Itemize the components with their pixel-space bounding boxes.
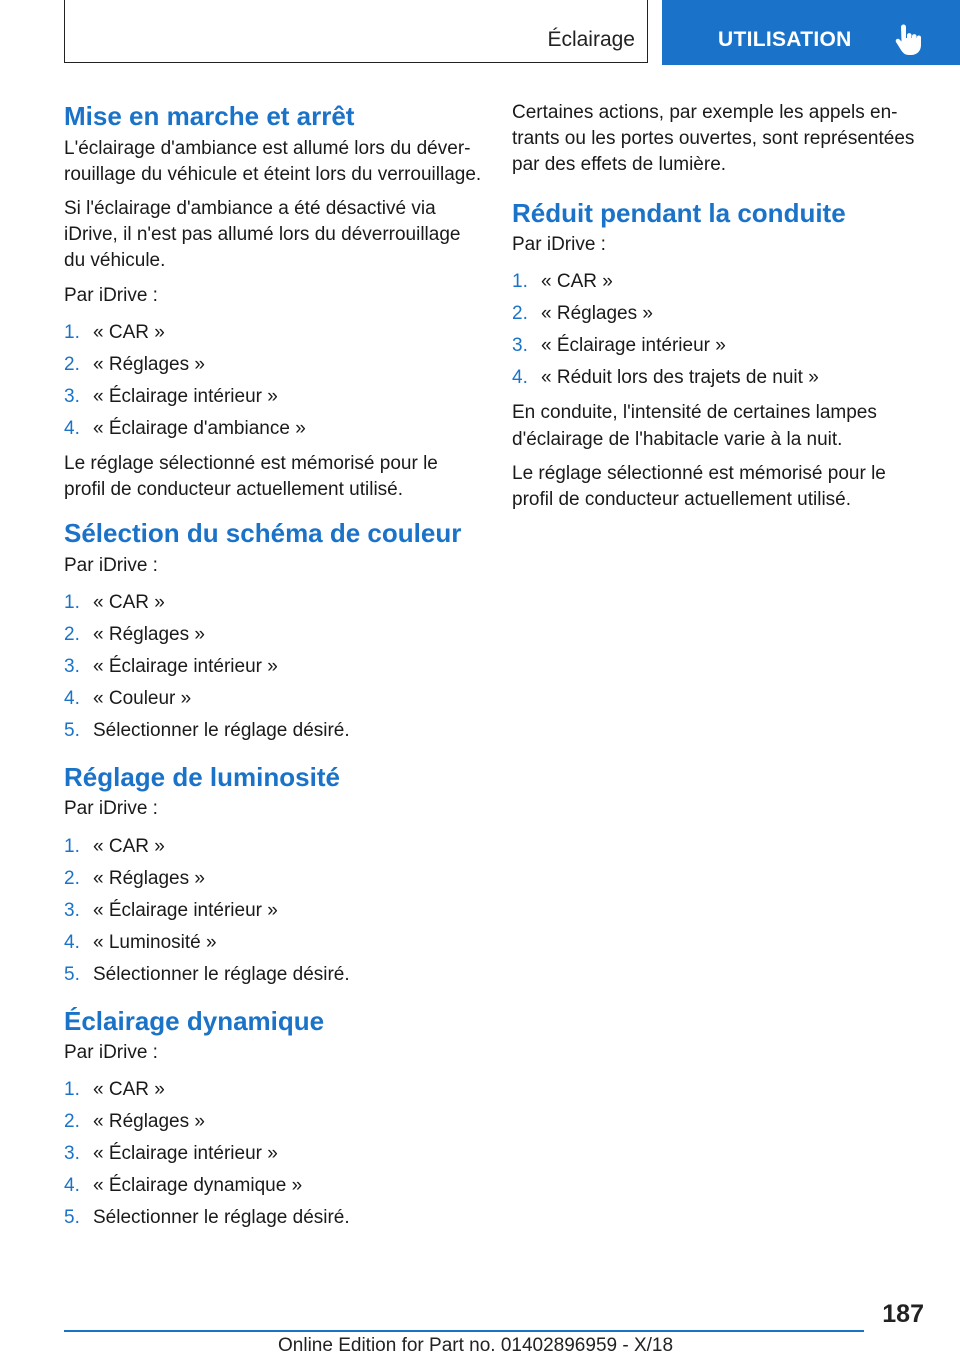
step-text: « Réglages » [93,867,205,889]
step-number: 2. [64,353,80,375]
chapter-tab-label: UTILISATION [718,28,852,51]
paragraph: L'éclairage d'ambiance est allumé lors du déverrouillage du véhicule et éteint lors du verrouillage. [64,137,482,185]
step-text: « Éclairage intérieur » [93,1143,278,1165]
paragraph: Le réglage sélectionné est mémorisé pour le profil de conducteur actuellement utilisé. [64,452,438,501]
list-item [64,959,484,991]
step-list [64,587,484,747]
step-text: « Couleur » [93,687,192,709]
step-text: Sélectionner le réglage désiré. [93,963,350,985]
paragraph: Par iDrive : [64,284,158,306]
list-item [64,683,484,715]
step-number: 3. [64,1143,80,1165]
list-item [64,831,484,863]
step-number: 4. [64,417,80,439]
list-item [64,715,484,747]
section-heading: Réduit pendant la conduite [512,197,846,228]
step-number: 4. [64,687,80,709]
step-text: « CAR » [93,1079,165,1101]
list-item [64,1202,484,1234]
step-number: 3. [64,899,80,921]
step-text: « Réduit lors des trajets de nuit » [541,367,819,389]
list-item [64,863,484,895]
step-text: « CAR » [541,271,613,293]
step-number: 1. [64,835,80,857]
step-text: « Réglages » [93,623,205,645]
step-list [512,266,922,394]
step-text: « Réglages » [93,1111,205,1133]
chapter-tab[interactable] [662,0,960,65]
section-reduced-while-driving [512,197,922,514]
list-item [64,413,484,445]
list-item [512,362,922,394]
section-dynamic-lighting [64,1005,484,1235]
list-item [64,1170,484,1202]
step-number: 1. [64,321,80,343]
section-title: Éclairage [547,28,635,51]
section-color-scheme [64,517,484,747]
step-number: 3. [64,655,80,677]
list-item [64,1138,484,1170]
paragraph: Si l'éclairage d'ambiance a été désactivé via iDrive, il n'est pas allumé lors du déverrouillage du véhicule. [64,197,461,272]
step-number: 5. [64,1207,80,1229]
step-list [64,317,484,445]
step-text: « Éclairage intérieur » [93,655,278,677]
section-on-off [64,100,484,503]
step-number: 4. [64,1175,80,1197]
list-item [64,381,484,413]
paragraph: Le réglage sélectionné est mémorisé pour le profil de conducteur actuellement utilisé. [512,462,886,511]
step-text: « CAR » [93,321,165,343]
step-text: « Éclairage intérieur » [93,385,278,407]
list-item [512,330,922,362]
list-item [64,619,484,651]
step-number: 1. [512,271,528,293]
step-number: 4. [64,931,80,953]
paragraph: Par iDrive : [64,1042,158,1064]
section-heading: Mise en marche et arrêt [64,101,355,131]
paragraph: Par iDrive : [64,798,158,820]
step-number: 1. [64,591,80,613]
step-text: « Luminosité » [93,931,217,953]
list-item [64,587,484,619]
paragraph: En conduite, l'intensité de certaines lampes d'éclairage de l'habitacle varie à la nuit. [512,402,877,450]
footer-divider [64,1330,864,1332]
step-list [64,831,484,991]
list-item [64,1074,484,1106]
step-text: « Éclairage intérieur » [541,335,726,357]
step-text: « Éclairage intérieur » [93,899,278,921]
step-text: « Réglages » [93,353,205,375]
step-number: 5. [64,719,80,741]
step-number: 3. [512,335,528,357]
left-column [64,100,484,1248]
section-heading: Éclairage dynamique [64,1005,325,1036]
step-number: 2. [64,623,80,645]
step-text: « Éclairage dynamique » [93,1175,303,1197]
step-list [64,1074,484,1234]
list-item [512,266,922,298]
list-item [64,927,484,959]
list-item [64,1106,484,1138]
header-section-box [64,0,648,63]
step-number: 2. [64,867,80,889]
step-text: Sélectionner le réglage désiré. [93,1207,350,1229]
step-text: « CAR » [93,591,165,613]
step-text: « CAR » [93,835,165,857]
list-item [64,895,484,927]
step-text: Sélectionner le réglage désiré. [93,719,350,741]
section-heading: Sélection du schéma de couleur [64,518,462,549]
step-number: 2. [64,1111,80,1133]
step-text: « Éclairage d'ambiance » [93,417,306,439]
section-brightness [64,761,484,991]
right-column [512,100,922,527]
step-number: 2. [512,303,528,325]
section-heading: Réglage de luminosité [64,761,340,792]
paragraph: Par iDrive : [512,234,606,256]
paragraph: Par iDrive : [64,554,158,576]
list-item [512,298,922,330]
step-number: 5. [64,963,80,985]
step-number: 1. [64,1079,80,1101]
step-number: 3. [64,385,80,407]
list-item [64,651,484,683]
intro-paragraph: Certaines actions, par exemple les appels entrants ou les portes ouvertes, sont représentées par des effets de lumière. [512,102,915,176]
pointing-hand-icon [894,24,922,56]
step-number: 4. [512,367,528,389]
page-number: 187 [882,1300,924,1328]
footer-edition: Online Edition for Part no. 01402896959 - X/18 [278,1335,674,1356]
list-item [64,317,484,349]
step-text: « Réglages » [541,303,653,325]
list-item [64,349,484,381]
